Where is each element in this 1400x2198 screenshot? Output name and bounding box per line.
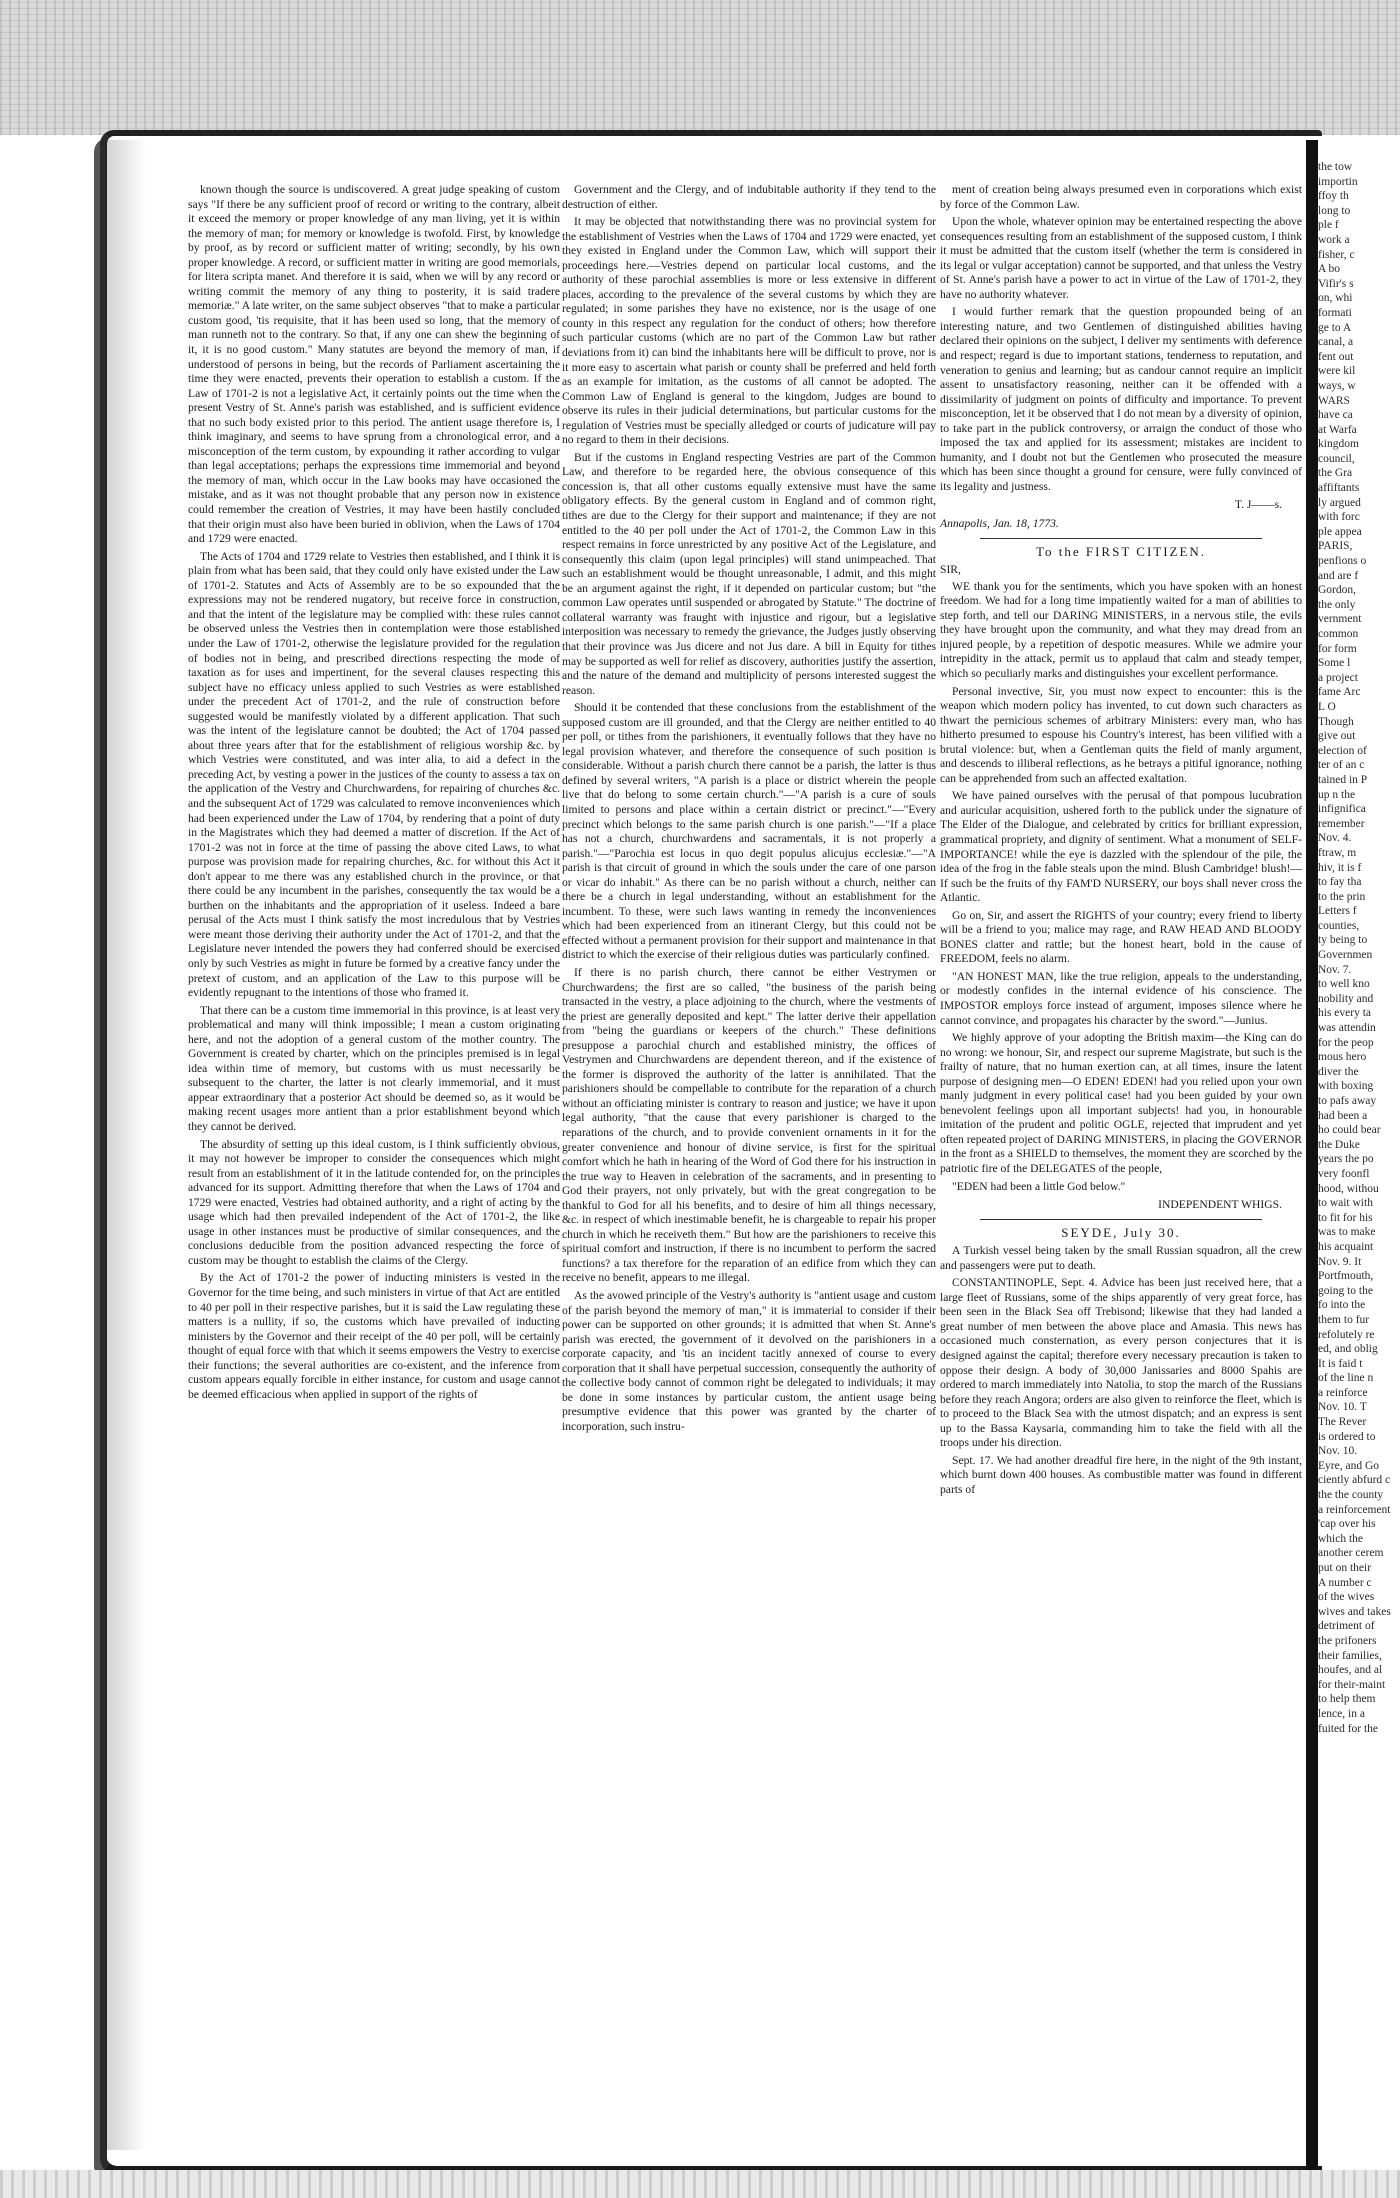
text-fragment: have ca	[1318, 409, 1353, 422]
text-fragment: ple appea	[1318, 525, 1362, 538]
text-fragment: at Warfa	[1318, 423, 1357, 436]
paragraph: We have pained ourselves with the perusal of that pompous lucubration and auricular acquisition, ushered forth to the publick under the signature of The Elder of the Dialogue, and celebrated by critics for brilliant expression, grammatical propriety, and dignity of sentiment. What a monument of SELF-IMPORTANCE! while the eye is dazzled with the splendour of the pile, the idea of the frog in the fable steals upon the mind. Blush Cambridge! blush!—If such be the fruits of thy FAM'D NURSERY, our boys shall never cross the Atlantic.	[940, 789, 1302, 905]
letter-signature: INDEPENDENT WHIGS.	[1158, 1198, 1282, 1212]
text-fragment: of the wives	[1318, 1591, 1375, 1604]
paragraph: It may be objected that notwithstanding there was no provincial system for the establishment of Vestries when the Laws of 1704 and 1729 were enacted, yet they existed in England under the Common Law, which will support their proceedings here.—Vestries depend on particular local customs, and the authority of these parochial assemblies is more or less extensive in different places, according to the prevalence of the several customs by which they are regulated; in some parishes they have no existence, nor is the usage of one county in this respect any regulation for the conduct of others; how therefore such particular customs (which are no part of the Common Law but rather deviations from it) can bind the inhabitants here will be difficult to prove, nor is it more easy to ascertain what parish or county shall be preferred and held forth as an example for imitation, as the customs of all cannot be adopted. The Common Law of England is general to the kingdom, Judges are bound to observe its rules in their judicial determinations, but particular customs for the regulation of Vestries must be specially alledged or courts of judicature will pay no regard to them in their decisions.	[562, 215, 936, 447]
text-fragment: for their-maint	[1318, 1678, 1386, 1691]
paragraph: WE thank you for the sentiments, which you have spoken with an honest freedom. We had for a long time impatiently waited for a man of abilities to step forth, and tell our DARING MINISTERS, in a nervous stile, the evils they have brought upon the community, and what they may dread from an injured people, by a repetition of despotic measures. While we admire your intrepidity in the attack, permit us to applaud that calm and steady temper, which so peculiarly marks and distinguishes your excellent performance.	[940, 579, 1302, 680]
paragraph: A Turkish vessel being taken by the small Russian squadron, all the crew and passengers were put to death.	[940, 1244, 1302, 1272]
text-fragment: was attendin	[1318, 1022, 1376, 1035]
text-fragment: Governmen	[1318, 949, 1373, 962]
author-signature: T. J——s.	[1234, 498, 1282, 512]
text-fragment: hood, withou	[1318, 1182, 1379, 1195]
divider-rule	[980, 538, 1262, 539]
column-2	[562, 183, 936, 2143]
text-fragment: ge to A	[1318, 321, 1352, 334]
text-fragment: fisher, c	[1318, 248, 1355, 261]
letter-heading: To the FIRST CITIZEN.	[1035, 543, 1207, 559]
text-fragment: importin	[1318, 175, 1358, 188]
text-fragment: for form	[1318, 642, 1357, 655]
text-fragment: on, whi	[1318, 292, 1353, 305]
text-fragment: lence, in a	[1318, 1707, 1365, 1720]
text-fragment: ter of an c	[1318, 759, 1365, 772]
text-fragment: them to fur	[1318, 1313, 1370, 1326]
page-fold-shadow	[106, 140, 146, 2150]
text-fragment: nobility and	[1318, 992, 1374, 1005]
text-fragment: Nov. 10.	[1318, 1445, 1358, 1458]
text-fragment: ed, and oblig	[1318, 1343, 1378, 1356]
text-fragment: to fay tha	[1318, 876, 1362, 889]
scan-bottom-margin	[0, 2170, 1400, 2198]
text-fragment: Gordon,	[1318, 584, 1357, 597]
text-fragment: fuited for the	[1318, 1722, 1379, 1735]
text-fragment: was to make	[1318, 1226, 1376, 1239]
text-fragment: long to	[1318, 204, 1351, 217]
text-fragment: L O	[1318, 700, 1336, 713]
text-fragment: to the prin	[1318, 890, 1366, 903]
paragraph: CONSTANTINOPLE, Sept. 4. Advice has been just received here, that a large fleet of Russians, some of the ships apparently of very great force, has been seen in the Black Sea off Trebisond; likewise that they had landed a great number of men between the above place and Amasia. This news has occasioned much consternation, as every person conjectures that it is designed against the capital; therefore every necessary precaution is taken to oppose their design. A body of 30,000 Janissaries and 8000 Spahis are ordered to march immediately into Natolia, to stop the march of the Russians before they reach Angora; orders are also given to reinforce the fleet, which is to proceed to the Black Sea with the utmost dispatch; and an express is sent up to the Bassa Kaysaria, commanding him to take the field with all the troops under his direction.	[940, 1276, 1302, 1450]
text-fragment: affiftants	[1318, 482, 1360, 495]
page-gutter	[1306, 140, 1318, 2170]
text-fragment: his every ta	[1318, 1007, 1372, 1020]
text-fragment: infignifica	[1318, 803, 1366, 816]
text-fragment: ho could bear	[1318, 1124, 1381, 1137]
text-fragment: Vifir's s	[1318, 277, 1354, 290]
text-fragment: Nov. 10. T	[1318, 1401, 1367, 1414]
text-fragment: the only	[1318, 598, 1356, 611]
paragraph: The Acts of 1704 and 1729 relate to Vestries then established, and I think it is plain from what has been said, that they could only have existed under the Law of 1701-2. Statutes and Acts of Assembly are to be so expounded that the expressions may not be rendered nugatory, but receive force in construction, and that the intent of the legislature may be complied with: these rules cannot be observed unless the Vestries then in contemplation were those established under the Law of 1701-2, otherwise the legislature provided for the regulation of bodies not in being, and prescribed directions respecting the mode of taxation as for uses and impertinent, for the several clauses respecting this subject have no efficacy unless applied to such Vestries as were established under the precedent Act of 1701-2, and the rule of construction before suggested would be manifestly violated by a different application. That such was the intent of the legislature cannot be doubted; the Act of 1704 passed about three years after that for the establishment of religious worship &c. by which Vestries were constituted, and was inter alia, to aid a defect in the preceding Act, by vesting a power in the justices of the county to assess a tax on the application of the Vestry and Churchwardens, for repairing of churches &c. and the subsequent Act of 1729 was calculated to remove inconveniences which had been experienced under the Law of 1704, by rendering that a point of duty in the Magistrates which they had deemed a matter of discretion. If the Act of 1701-2 was not in force at the time of passing the above cited Laws, to what purpose was provision made for repairing churches, &c. for without this Act it don't appear to me there was any established church in the province, or that there could be any incumbent in the parishes, consequently the tax would be a burthen on the inhabitants and the appropriation of it useless. Indeed a bare perusal of the Acts must I think satisfy the most incredulous that by Vestries were meant those deriving their authority under the Act of 1701-2, and that the Legislature never intended the powers they had conferred should be exercised only by such Vestries as might in future be formed by a creative fancy under the pretext of custom, and an application of the Law to this purpose will be evidently repugnant to the intentions of those who framed it.	[188, 549, 560, 1000]
paragraph: Personal invective, Sir, you must now expect to encounter: this is the weapon which modern policy has invented, to cut down such characters as thwart the pernicious schemes of arbitrary Ministers: every man, who has hitherto presumed to espouse his Country's interest, has been vilified with a brutal violence: but, when a Gentleman quits the field of manly argument, and descends to illiberal reflections, as he betrays a pitiful ignorance, nothing can be apprehended from such an affected exaltation.	[940, 684, 1302, 785]
text-fragment: PARIS,	[1318, 540, 1353, 553]
text-fragment: remember	[1318, 817, 1365, 830]
text-fragment: Portfmouth,	[1318, 1270, 1374, 1283]
text-fragment: Nov. 7.	[1318, 963, 1352, 976]
text-fragment: A bo	[1318, 263, 1341, 276]
paragraph: If there is no parish church, there cannot be either Vestrymen or Churchwardens; the first are so called, "the business of the parish being transacted in the vestry, a place adjoining to the church, where the vestments of the priest are generally deposited and kept." The latter derive their appellation from "being the guardians or keepers of the church." These definitions presuppose a parochial church and established ministry, the offices of Vestrymen and Churchwardens are dependent thereon, and if the existence of the former is disproved the authority of the latter is annihilated. That the parishioners should be compellable to contribute for the reparation of a church without an officiating minister is contrary to reason and justice; we have it upon legal authority, "that the cause that every parishioner is charged to the reparations of the church, and to provide convenient ornaments in it for the greater convenience and honour of divine service, is first for the spiritual comfort which he hath in hearing of the Word of God there for his instruction in the true way to Heaven in celebration of the sacraments, and in presenting to God their prayers, not only privately, but with the great congregation to be thankful to God for all his benefits, and to desire of him all things necessary, &c. in respect of which inestimable benefit, he is chargeable to repair his proper church in which he receiveth them." But how are the parishioners to receive this spiritual comfort and instruction, if there is no incumbent to perform the sacred functions? a tax therefore for the reparation of an edifice from which they can receive no benefit, appears to me illegal.	[562, 965, 936, 1285]
paragraph: Go on, Sir, and assert the RIGHTS of your country; every friend to liberty will be a friend to you; malice may rage, and RAW HEAD AND BLOODY BONES clatter and rattle; but the honest heart, bold in the cause of FREEDOM, feels no alarm.	[940, 908, 1302, 966]
paragraph: Sept. 17. We had another dreadful fire here, in the night of the 9th instant, which burnt down 400 houses. As combustible matter was found in different parts of	[940, 1453, 1302, 1496]
paragraph: known though the source is undiscovered. A great judge speaking of custom says "If there be any sufficient proof of record or writing to the contrary, albeit it exceed the memory or proper knowledge of any man living, yet it is within the memory of man; for memory or knowledge is twofold. First, by knowledge by proof, as by record or sufficient matter of writing; secondly, by his own proper knowledge. A record, or sufficient matter in writing are good memorials, for litera scripta manet. And therefore it is said, when we will by any record or writing commit the memory of any thing to posterity, it is said tradere memoriæ." A late writer, on the same subject observes "that to make a particular custom good, 'tis requisite, that it has been used so long, that the memory of man runneth not to the contrary. So that, if any one can shew the beginning of it, it is no good custom." Many statutes are beyond the memory of man, if understood of persons in being, but the records of Parliament ascertaining the time they were enacted, prevents their operation to establish a custom. If the Law of 1701-2 is not a legislative Act, it certainly points out the time when the present Vestry of St. Anne's parish was established, and is sufficient evidence that no such body existed prior to this period. The antient usage therefore is, I think imaginary, and seems to have sprung from a chronological error, and a misconception of the term custom, by expounding it rather according to vulgar than legal acceptations; perhaps the expressions time immemorial and beyond the memory of man, which occur in the Law books may have occasioned the mistake, and as it was not thought probable that any person now in existence could remember the creation of Vestries, it may have been hastily concluded that their origin must also have been buried in oblivion, when the Laws of 1704 and 1729 were enacted.	[188, 183, 560, 546]
text-fragment: refolutely re	[1318, 1328, 1375, 1341]
text-fragment: Nov. 4.	[1318, 832, 1352, 845]
text-fragment: election of	[1318, 744, 1367, 757]
text-fragment: formati	[1318, 306, 1352, 319]
text-fragment: tained in P	[1318, 773, 1368, 786]
paragraph: By the Act of 1701-2 the power of inducting ministers is vested in the Governor for the time being, and such ministers in virtue of that Act are entitled to 40 per poll in their respective parishes, but it is said the Law regulating these matters is a nullity, if so, the customs which have prevailed of inducting ministers by the Governor and their receipt of the 40 per poll, will be certainly thought of equal force with that which it seems empowers the Vestry to exercise their functions; the several authorities are co-existent, and the inference from custom appears equally forcible in either instance, for custom and usage cannot be deemed efficacious when applied in support of the rights of	[188, 1271, 560, 1401]
column-1	[188, 183, 560, 2143]
paragraph: ment of creation being always presumed even in corporations which exist by force of the Common Law.	[940, 183, 1302, 211]
text-fragment: which the	[1318, 1532, 1364, 1545]
text-fragment: a reinforce	[1318, 1386, 1368, 1399]
text-fragment: years the po	[1318, 1153, 1374, 1166]
paragraph: "AN HONEST MAN, like the true religion, appeals to the understanding, or modestly confides in the internal evidence of his conscience. The IMPOSTOR employs force instead of argument, imposes silence where he cannot convince, and propagates his character by the sword."—Junius.	[940, 969, 1302, 1027]
text-fragment: a project	[1318, 671, 1358, 684]
text-fragment: penfions o	[1318, 555, 1367, 568]
text-fragment: of the line n	[1318, 1372, 1374, 1385]
paragraph: As the avowed principle of the Vestry's authority is "antient usage and custom of the parish beyond the memory of man," it is immaterial to consider if their power can be supported on other grounds; it is admitted that when St. Anne's parish was erected, the government of it devolved on the parishioners in a corporate capacity, and 'tis an incident tacitly annexed of course to every corporation that it shall have perpetual succession, consequently the authority of the collective body cannot of common right be delegated to individuals; it may be done in some instances by particular custom, the antient usage being presumptive evidence that this power was granted by the charter of incorporation, such instru-	[562, 1289, 936, 1433]
text-fragment: vernment	[1318, 613, 1362, 626]
text-fragment: very foonfl	[1318, 1167, 1370, 1180]
column-3	[940, 183, 1302, 2143]
text-fragment: for the peop	[1318, 1036, 1374, 1049]
text-fragment: The Rever	[1318, 1416, 1367, 1429]
text-fragment: ly argued	[1318, 496, 1361, 509]
text-fragment: going to the	[1318, 1284, 1373, 1297]
text-fragment: the Gra	[1318, 467, 1353, 480]
paragraph: But if the customs in England respecting Vestries are part of the Common Law, and therefore to be regarded here, the obvious consequence of this concession is, that all other customs equally extensive must have the same obligatory effects. By the general custom in England and of common right, tithes are due to the Clergy for their support and maintenance; if they are not entitled to the 40 per poll under the Act of 1701-2, the Common Law in this respect remains in force unrestricted by any positive Act of the Legislature, and consequently this claim (upon legal principles) will stand unimpeached. That such an establishment would be thought unreasonable, I admit, and this might be an argument against the right, if it depended on particular custom; but "the common Law operates until suspended or abrogated by Statute." The doctrine of collateral warranty was fraught with injustice and rigour, but a legislative interposition was necessary to remedy the grievance, the Judges justly observing that their province was Jus dicere and not Jus dare. A bill in Equity for tithes may be supported as well for relief as discovery, authorities justify the assertion, and the nature of the demand and multiplicity of persons interested suggest the reason.	[562, 450, 936, 697]
paragraph: Should it be contended that these conclusions from the establishment of the supposed custom are ill grounded, and that the Clergy are neither entitled to 40 per poll, or tithes from the parishioners, it eventually follows that they have no legal provision whatever, and therefore the consequence of such position is considerable. Without a parish church there cannot be a parish, the latter is thus defined by several writers, "A parish is a place or district wherein the people live that do belong to some certain church."—"A parish is a cure of souls limited to persons and place within a certain district or precinct."—"Every precinct which belongs to the same parish church is one parish."—"If a place has not a church, churchwardens and sacramentals, it is not properly a parish."—"Parochia est locus in quo degit populus alicujus ecclesiæ."—"A parish is that circuit of ground in which the souls under the care of one parson or vicar do inhabit." As there can be no parish without a church, neither can there be a church in legal understanding, without an establishment for the incumbent. To these, were such laws wanting in remedy the inconveniences which had been experienced from an itinerant Clergy, but this could not be effected without a permanent provision for their support and maintenance in that district to which the exercise of their religious duties was particularly confined.	[562, 701, 936, 962]
text-fragment: common	[1318, 628, 1359, 640]
salutation: SIR,	[940, 563, 961, 577]
text-fragment: houfes, and al	[1318, 1664, 1383, 1677]
text-fragment: the tow	[1318, 161, 1353, 173]
text-fragment: hiv, it is f	[1318, 861, 1362, 874]
text-fragment: mous hero	[1318, 1051, 1367, 1064]
paragraph: Upon the whole, whatever opinion may be entertained respecting the above consequences resulting from an establishment of the supposed custom, I think it must be admitted that the custom itself (whether the term is considered in its legal or vulgar acceptation) cannot be supported, and that unless the Vestry of St. Anne's parish have a power to act in virtue of the Law of 1701-2, they have no authority whatever.	[940, 215, 1302, 301]
text-fragment: had been a	[1318, 1109, 1368, 1122]
text-fragment: with forc	[1318, 511, 1360, 524]
text-fragment: It is faid t	[1318, 1357, 1363, 1370]
text-fragment: put on their	[1318, 1562, 1372, 1574]
text-fragment: the prifoners	[1318, 1634, 1377, 1647]
text-fragment: kingdom	[1318, 438, 1359, 451]
text-fragment: with boxing	[1318, 1080, 1374, 1093]
text-fragment: their families,	[1318, 1649, 1382, 1662]
text-fragment: ftraw, m	[1318, 846, 1357, 859]
paragraph: "EDEN had been a little God below."	[952, 1179, 1126, 1193]
text-fragment: 'cap over his	[1318, 1518, 1376, 1531]
divider-rule	[980, 1219, 1262, 1220]
text-fragment: Some l	[1318, 657, 1351, 670]
text-fragment: detriment of	[1318, 1620, 1375, 1633]
text-fragment: his acquaint	[1318, 1240, 1374, 1253]
paragraph: Government and the Clergy, and of indubitable authority if they tend to the destruction of either.	[562, 183, 936, 211]
text-fragment: work a	[1318, 233, 1350, 246]
text-fragment: ple f	[1318, 219, 1339, 232]
text-fragment: Though	[1318, 715, 1354, 728]
text-fragment: ways, w	[1318, 379, 1356, 392]
text-fragment: and are f	[1318, 569, 1359, 582]
text-fragment: ffoy th	[1318, 190, 1349, 203]
text-fragment: the the county	[1318, 1489, 1384, 1502]
scan-top-margin	[0, 0, 1400, 135]
text-fragment: to help them	[1318, 1693, 1376, 1706]
text-fragment: counties,	[1318, 919, 1360, 932]
text-fragment: were kil	[1318, 365, 1356, 378]
dateline: Annapolis, Jan. 18, 1773.	[940, 517, 1059, 531]
text-fragment: ciently abfurd c	[1318, 1474, 1391, 1487]
adjacent-page-fragment	[1318, 160, 1400, 2155]
text-fragment: is ordered to	[1318, 1430, 1376, 1443]
text-fragment: Nov. 9. It	[1318, 1255, 1362, 1268]
text-fragment: A number c	[1318, 1576, 1372, 1589]
paragraph: I would further remark that the question propounded being of an interesting nature, and two Gentlemen of distinguished abilities having declared their opinions on the subject, I deliver my sentiments with deference and respect; regard is due to important stations, tenderness to reputation, and veneration to genius and learning; but as candour cannot require an implicit assent to unsatisfactory reasoning, neither can it be offended with a dissimilarity of judgment on points of difficulty and importance. To prevent misconception, let it be observed that I do not mean by a diversity of opinion, to take part in the publick controversy, or arraign the conduct of those who imposed the tax and applied for its assessment; mistakes are incident to humanity, and I doubt not but the Gentlemen who prosecuted the measure which has been since thought a ground for censure, were fully convinced of its legality and justness.	[940, 305, 1302, 493]
text-fragment: Eyre, and Go	[1318, 1459, 1379, 1472]
text-fragment: fame Arc	[1318, 686, 1361, 699]
text-fragment: to well kno	[1318, 978, 1370, 991]
text-fragment: to fit for his	[1318, 1211, 1373, 1224]
text-fragment: a reinforcement	[1318, 1503, 1391, 1516]
paragraph: The absurdity of setting up this ideal custom, is I think sufficiently obvious, it may not however be improper to consider the consequences which might result from an establishment of it in the latitude contended for, on the principles advanced for its support. Admitting therefore that when the Laws of 1704 and 1729 were enacted, Vestries had obtained authority, and a right of acting by the usage which had then prevailed independent of the Act of 1701-2, the like usage in other instances must be productive of similar consequences, and the conclusions deducible from the position advanced respecting the force of custom may be thought to establish the claims of the Clergy.	[188, 1137, 560, 1267]
text-fragment: to wait with	[1318, 1197, 1373, 1210]
text-fragment: fo into the	[1318, 1299, 1366, 1312]
text-fragment: council,	[1318, 452, 1355, 465]
text-fragment: wives and takes	[1318, 1605, 1391, 1618]
paragraph: We highly approve of your adopting the British maxim—the King can do no wrong: we honour, Sir, and respect our supreme Magistrate, but such is the frailty of nature, that no human exertion can, at all times, insure the latent purpose of designing men—O EDEN! EDEN! had you relied upon your own manly judgment in every political case! had you been guided by your own benevolent feelings upon all important subjects! had you, in honourable imitation of the prudent and politic OGLE, rejected that imprudent and yet often repeated project of DARING MINISTERS, in placing the GOVERNOR in the front as a SHIELD to themselves, the moment they are scorched by the patriotic fire of the DELEGATES of the people,	[940, 1031, 1302, 1175]
text-fragment: fent out	[1318, 350, 1354, 363]
text-fragment: to pafs away	[1318, 1095, 1377, 1107]
text-fragment: canal, a	[1318, 336, 1354, 349]
text-fragment: up n the	[1318, 788, 1356, 801]
text-fragment: the Duke	[1318, 1138, 1360, 1151]
news-dateline: SEYDE, July 30.	[1061, 1224, 1181, 1240]
text-fragment: Letters f	[1318, 905, 1357, 918]
text-fragment: another cerem	[1318, 1547, 1384, 1560]
text-fragment: diver the	[1318, 1065, 1359, 1078]
paragraph: That there can be a custom time immemorial in this province, is at least very problematical and many will think impossible; I mean a custom originating here, and not the adoption of a general custom of the mother country. The Government is created by charter, which on the principles premised is in legal idea within time of memory, but customs with us must necessarily be subsequent to the charter, the latter is not clearly immemorial, and it must appear extraordinary that a posterior Act should be deemed so, as it would be making recent usages more antient than a prior establishment beyond which they cannot be derived.	[188, 1003, 560, 1133]
text-fragment: ty being to	[1318, 934, 1368, 947]
text-fragment: WARS	[1318, 394, 1350, 407]
text-fragment: give out	[1318, 730, 1356, 743]
